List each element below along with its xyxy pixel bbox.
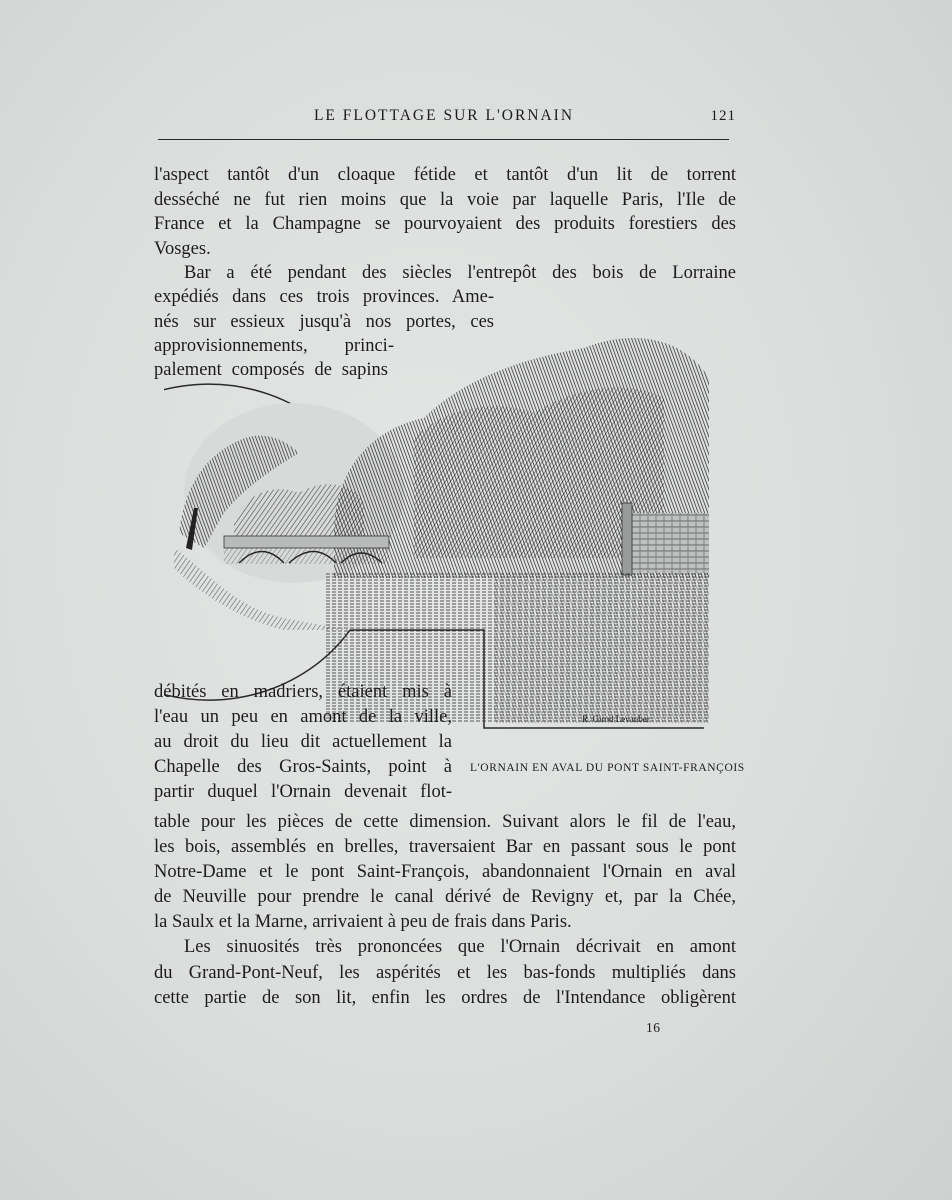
text-line: cette partie de son lit, enfin les ordres de l'Intendance obligèrent — [154, 988, 736, 1008]
engraving-illustration — [164, 318, 714, 738]
text-line: l'aspect tantôt d'un cloaque fétide et tantôt d'un lit de torrent — [154, 165, 736, 185]
text-line: la Saulx et la Marne, arrivaient à peu de frais dans Paris. — [154, 912, 572, 932]
text-line: expédiés dans ces trois provinces. Ame- — [154, 287, 494, 307]
signature-mark: 16 — [646, 1020, 661, 1035]
text-line: de Neuville pour prendre le canal dérivé de Revigny et, par la Chée, — [154, 887, 736, 907]
text-line: partir duquel l'Ornain devenait flot- — [154, 782, 452, 802]
illustration-caption: L'ORNAIN EN AVAL DU PONT SAINT-FRANÇOIS — [470, 762, 745, 774]
text-line: Notre-Dame et le pont Saint-François, abandonnaient l'Ornain en aval — [154, 862, 736, 882]
page-number: 121 — [710, 108, 736, 124]
text-line: au droit du lieu dit actuellement la — [154, 732, 452, 752]
running-head — [152, 106, 736, 126]
text-line: Vosges. — [154, 239, 211, 259]
text-line: Bar a été pendant des siècles l'entrepôt des bois de Lorraine — [184, 263, 736, 283]
engraver-signature: R. Girod Levauber — [582, 714, 650, 724]
text-line: l'eau un peu en amont de la ville, — [154, 707, 452, 727]
text-line: Les sinuosités très prononcées que l'Ornain décrivait en amont — [184, 937, 736, 957]
running-title: LE FLOTTAGE SUR L'ORNAIN — [313, 107, 575, 124]
text-line: Chapelle des Gros-Saints, point à — [154, 757, 452, 777]
text-line: desséché ne fut rien moins que la voie par laquelle Paris, l'Ile de — [154, 190, 736, 210]
text-line: du Grand-Pont-Neuf, les aspérités et les bas-fonds multipliés dans — [154, 963, 736, 983]
text-line: débités en madriers, étaient mis à — [154, 682, 452, 702]
text-line: palement composés de sapins — [154, 360, 388, 380]
text-line: France et la Champagne se pourvoyaient des produits forestiers des — [154, 214, 736, 234]
text-line: table pour les pièces de cette dimension. Suivant alors le fil de l'eau, — [154, 812, 736, 832]
text-line: nés sur essieux jusqu'à nos portes, ces — [154, 312, 494, 332]
header-rule — [158, 139, 729, 140]
text-line: approvisionnements, princi- — [154, 336, 394, 356]
text-line: les bois, assemblés en brelles, traversaient Bar en passant sous le pont — [154, 837, 736, 857]
